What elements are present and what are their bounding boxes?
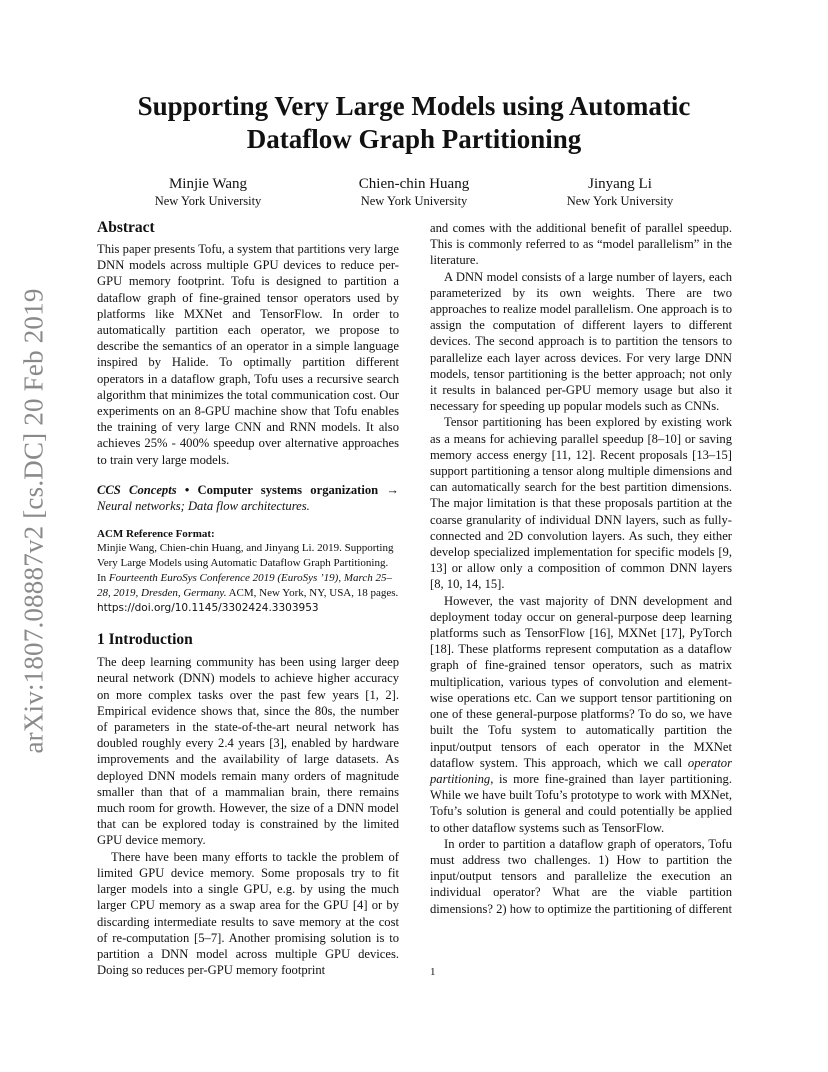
author-block-2 [304,175,524,210]
author-affiliation: New York University [154,194,262,208]
ccs-concepts [97,482,399,514]
abstract-heading: Abstract [97,219,155,236]
ccs-bullet: • Computer systems organization → [184,482,399,497]
intro-paragraph-1: The deep learning community has been using larger deep neural network (DNN) models to achieve higher accuracy on more complex tasks over the past few years [1, 2]. Empirical evidence shows that, since the 80s, the number of parameters in the state-of-the-art neural network has doubled roughly every 2.4 years [3], enabled by hardware improvements and the availability of large datasets. As deployed DNN models remain many orders of magnitude smaller than that of a mammalian brain, there remains much room for growth. However, the size of a DNN model that can be explored today is constrained by the limited GPU device memory. [97,655,399,848]
acm-ref-text: Minjie Wang, Chien-chin Huang, and Jinyang Li. 2019. Supporting Very Large Models using Automatic Dataflow Graph Partitioning. In Fourteenth EuroSys Conference 2019 (EuroSys ’19), March 25–28, 2019, Dresden, Germany. ACM, New York, NY, USA, 18 pages. https://doi.org/10.1145/3302424.3303953 [97,542,399,615]
title-line-1: Supporting Very Large Models using Automatic [137,91,691,121]
intro-paragraph-2: There have been many efforts to tackle the problem of limited GPU device memory. Some proposals try to fit larger models into a single GPU, e.g. by using the much larger CPU memory as a swap area for the GPU [4] or by discarding intermediate results to save memory at the cost of re-computation [5–7]. Another promising solution is to partition a DNN model across multiple GPU devices. Doing so reduces per-GPU memory footprint [97,849,399,978]
intro-heading: 1 Introduction [97,631,193,649]
right-column [430,220,732,917]
arxiv-sidebar-stamp [12,286,56,756]
author-block-1 [98,175,318,210]
paper-title [90,90,738,156]
title-line-2: Dataflow Graph Partitioning [246,124,582,154]
abstract-text: This paper presents Tofu, a system that partitions very large DNN models across multiple GPU devices to reduce per-GPU memory footprint. Tofu is designed to partition a dataflow graph of fine-grained tensor operators used by platforms like MXNet and TensorFlow. In order to automatically partition each operator, we propose to describe the semantics of an operator in a simple language inspired by Halide. To optimally partition different operators in a dataflow graph, Tofu uses a recursive search algorithm that minimizes the total communication cost. Our experiments on an 8-GPU machine show that Tofu enables the training of very large CNN and RNN models. It also achieves 25% - 400% speedup over alternative approaches to train very large models. [97,242,399,467]
doi-link[interactable]: https://doi.org/10.1145/3302424.3303953 [97,602,319,615]
author-name: Minjie Wang [168,176,248,192]
right-paragraph-4: In order to partition a dataflow graph of operators, Tofu must address two challenges. 1) How to partition the input/output tensors and parallelize the execution an individual operator? What are the viable partition dimensions? 2) how to optimize the partitioning of different [430,836,732,916]
author-affiliation: New York University [566,194,674,208]
author-affiliation: New York University [360,194,468,208]
page-number: 1 [430,966,436,978]
arxiv-id: arXiv:1807.08887v2 [cs.DC] 20 Feb 2019 [18,288,49,754]
acm-ref-heading: ACM Reference Format: [97,528,215,541]
author-name: Jinyang Li [588,176,652,192]
right-paragraph-2: Tensor partitioning has been explored by existing work as a means for achieving parallel speedup [8–10] or saving memory access energy [11, 12]. Recent proposals [13–15] support partitioning a tensor along multiple dimensions and can automatically search for the best partition dimensions. The major limitation is that these proposals partition at the coarse granularity of individual DNN layers, such as fully-connected and 2D convolution layers. As such, they either develop specialized implementation for specific models [9, 13] or allow only a composition of common DNN layers [8, 10, 14, 15]. [430,415,732,592]
right-paragraph-0: and comes with the additional benefit of parallel speedup. This is commonly referred to as “model parallelism” in the literature. [430,221,732,268]
left-column [97,218,399,978]
ccs-label: CCS Concepts [97,482,177,497]
right-paragraph-3: However, the vast majority of DNN development and deployment today occur on general-purpose deep learning platforms such as TensorFlow [16], MXNet [17], PyTorch [18]. These platforms represent computation as a dataflow graph of fine-grained tensor operators, such as matrix multiplication, various types of convolution and element-wise operations etc. Can we support tensor partitioning on one of these general-purpose platforms? To do so, we have built the Tofu system to automatically partition the input/output tensors of each operator in the MXNet dataflow system. This approach, which we call operator partitioning, is more fine-grained than layer partitioning. While we have built Tofu’s prototype to work with MXNet, Tofu’s solution is general and could potentially be applied to other dataflow systems such as TensorFlow. [430,593,732,835]
author-block-3 [510,175,730,210]
emphasis-operator-partitioning: operator partitioning [430,755,732,786]
right-paragraph-1: A DNN model consists of a large number of layers, each parameterized by its own weights. There are two approaches to realize model parallelism. One approach is to assign the computation of different layers to different devices. The second approach is to partition the tensors to parallelize each layer across devices. For very large DNN models, tensor partitioning is the better approach; not only it results in balanced per-GPU memory usage but also it necessary for speeding up popular models such as CNNs. [430,269,732,414]
author-name: Chien-chin Huang [358,176,470,192]
ccs-items: Neural networks; Data flow architectures. [97,499,310,514]
